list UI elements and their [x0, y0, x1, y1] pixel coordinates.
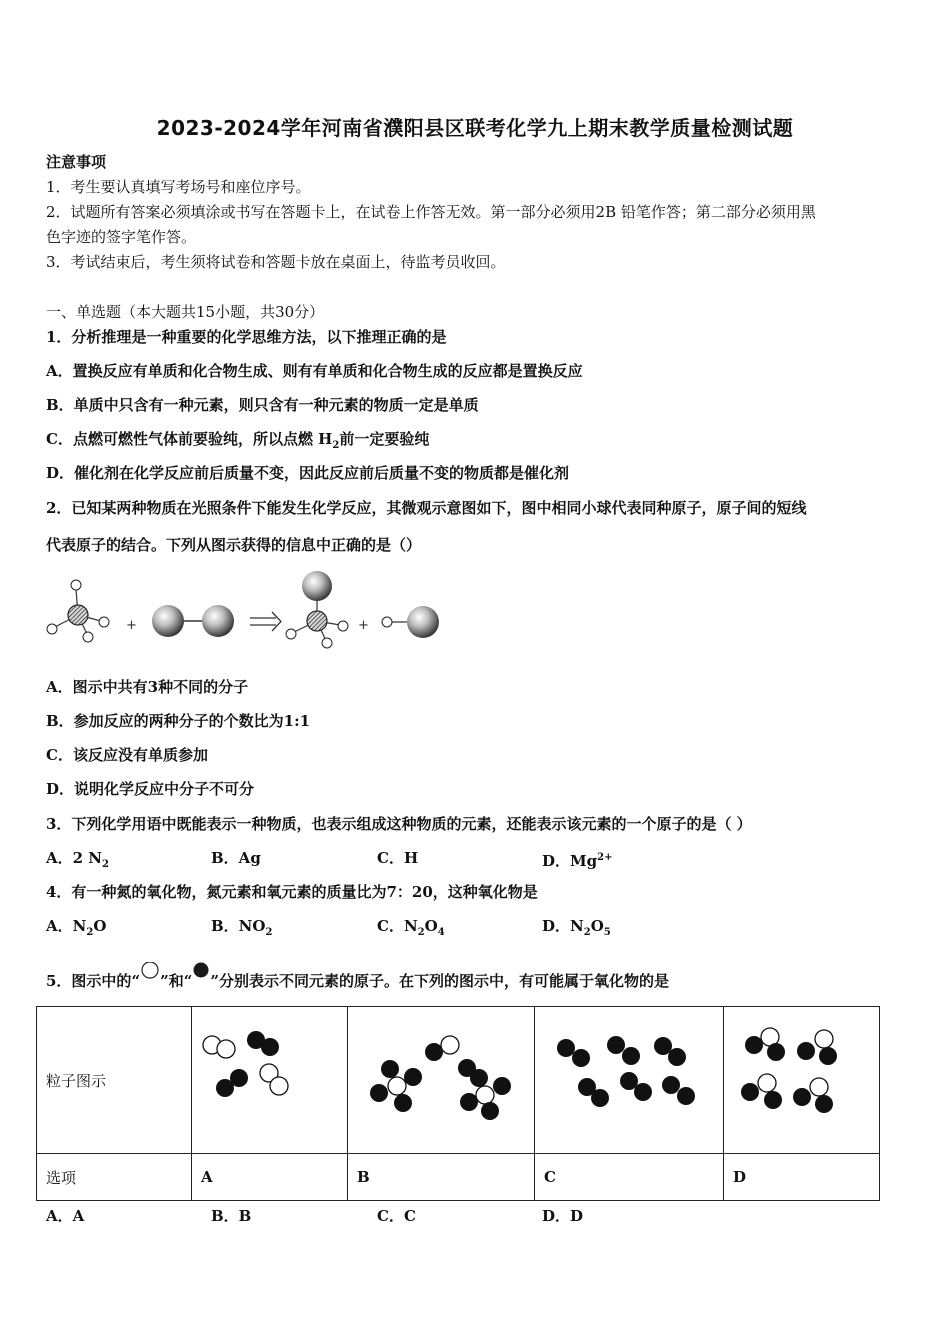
chlorine-molecule: [152, 605, 234, 637]
q1-option-b: B．单质中只含有一种元素，则只含有一种元素的物质一定是单质: [46, 396, 479, 414]
diagram-b: [348, 1007, 534, 1153]
q2-option-c: C．该反应没有单质参加: [46, 746, 208, 764]
q1-option-a: A．置换反应有单质和化合物生成、则有有单质和化合物生成的反应都是置换反应: [46, 362, 583, 380]
q3-option-b: B．Ag: [211, 849, 261, 867]
q1-option-c: C．点燃可燃性气体前要验纯，所以点燃 $H_2$前一定要验纯: [46, 430, 430, 451]
black-atom-icon: [192, 962, 210, 980]
notice-item-3: 3．考试结束后，考生须将试卷和答题卡放在桌面上，待监考员收回。: [46, 253, 506, 271]
reaction-arrow: [250, 612, 281, 631]
q4-option-b: B．$NO_2$: [211, 917, 273, 938]
q4-options: [46, 916, 646, 936]
q5-option-b: B．B: [211, 1207, 252, 1225]
row-label-particles: 粒子图示: [37, 1007, 192, 1154]
cell-b-diagram: [348, 1007, 535, 1154]
table-option-b: B: [348, 1154, 535, 1201]
diagram-d: [724, 1007, 879, 1153]
reaction-diagram: [40, 565, 460, 660]
row-label-options: 选项: [37, 1154, 192, 1201]
q5-option-c: C．C: [377, 1207, 416, 1225]
q4-option-d: D．$N_2O_5$: [542, 917, 611, 938]
q3-option-a: A．2 $N_2$: [46, 849, 109, 870]
hydrogen-chloride-molecule: [382, 606, 439, 638]
section-heading: 一、单选题（本大题共15小题，共30分）: [46, 303, 325, 321]
q2-stem-line1: 2．已知某两种物质在光照条件下能发生化学反应，其微观示意图如下，图中相同小球代表同种原子，原子间的短线: [46, 499, 807, 517]
notice-item-2: 2．试题所有答案必须填涂或书写在答题卡上，在试卷上作答无效。第一部分必须用2B 铅笔作答；第二部分必须用黑: [46, 203, 816, 221]
white-atom-icon: [140, 962, 160, 980]
table-option-a: A: [192, 1154, 348, 1201]
q3-option-c: C．H: [377, 849, 419, 867]
cell-c-diagram: [535, 1007, 724, 1154]
notice-item-1: 1．考生要认真填写考场号和座位序号。: [46, 178, 311, 196]
chloromethane-molecule: [286, 571, 348, 648]
q5-option-d: D．D: [542, 1207, 584, 1225]
notice-heading: 注意事项: [46, 153, 107, 171]
plus-sign-2: +: [358, 618, 369, 633]
q2-option-a: A．图示中共有3种不同的分子: [46, 678, 249, 696]
q5-options: [46, 1206, 646, 1226]
q2-option-d: D．说明化学反应中分子不可分: [46, 780, 255, 798]
plus-sign-1: +: [126, 618, 137, 633]
diagram-a: [192, 1007, 347, 1153]
q2-option-b: B．参加反应的两种分子的个数比为1:1: [46, 712, 311, 730]
q4-stem: 4．有一种氮的氧化物，氮元素和氧元素的质量比为7：20，这种氧化物是: [46, 883, 538, 901]
page-title: 2023-2024学年河南省濮阳县区联考化学九上期末教学质量检测试题: [156, 116, 794, 140]
particle-table: [36, 1006, 880, 1201]
q5-option-a: A．A: [46, 1207, 85, 1225]
diagram-c: [535, 1007, 723, 1153]
table-option-c: C: [535, 1154, 724, 1201]
q4-option-c: C．$N_2O_4$: [377, 917, 445, 938]
q4-option-a: A．$N_2O$: [46, 917, 107, 938]
q3-stem: 3．下列化学用语中既能表示一种物质，也表示组成这种物质的元素，还能表示该元素的一个原子的是（ ）: [46, 815, 752, 833]
q2-stem-line2: 代表原子的结合。下列从图示获得的信息中正确的是（）: [46, 536, 422, 554]
q5-stem: 5．图示中的“ ”和“ ”分别表示不同元素的原子。在下列的图示中，有可能属于氧化物的是: [46, 962, 669, 991]
cell-d-diagram: [724, 1007, 880, 1154]
q3-option-d: D．$Mg^{2+}$: [542, 852, 613, 870]
methane-molecule: [47, 580, 109, 642]
q1-option-d: D．催化剂在化学反应前后质量不变，因此反应前后质量不变的物质都是催化剂: [46, 464, 570, 482]
q1-stem: 1．分析推理是一种重要的化学思维方法，以下推理正确的是: [46, 328, 447, 346]
table-option-d: D: [724, 1154, 880, 1201]
notice-item-2-cont: 色字迹的签字笔作答。: [46, 228, 197, 246]
q3-options: [46, 848, 646, 868]
cell-a-diagram: [192, 1007, 348, 1154]
